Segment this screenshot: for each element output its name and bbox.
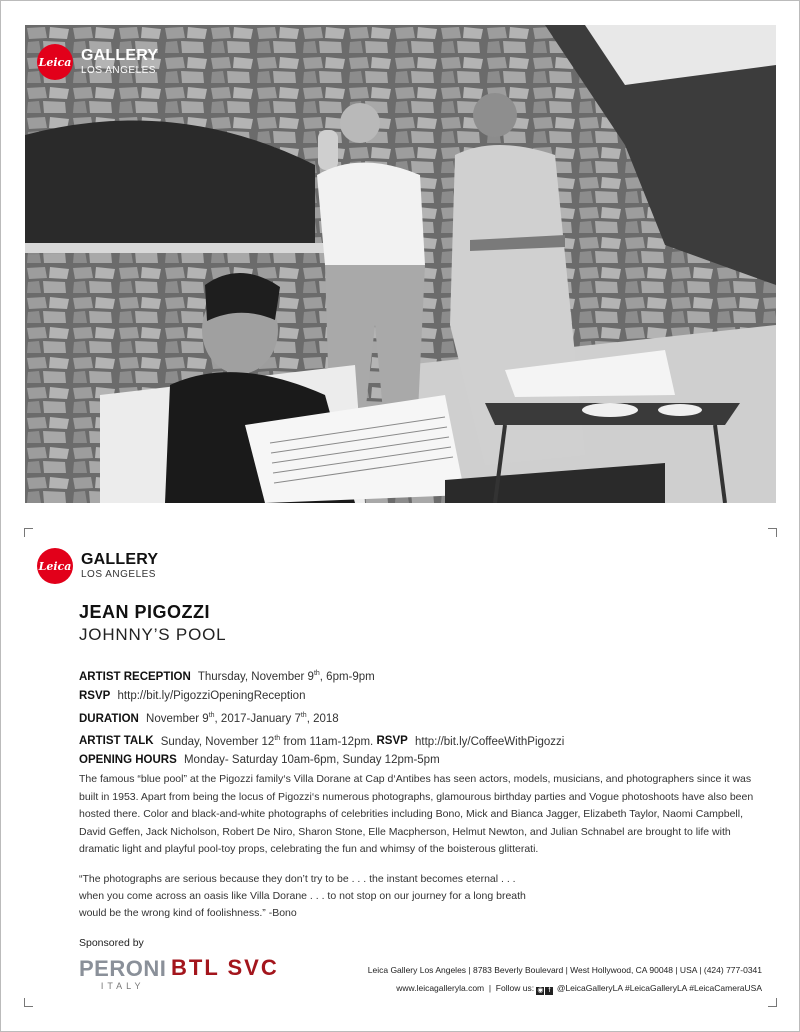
talk-rsvp-label: RSVP	[376, 735, 408, 748]
talk-date-sup: th	[274, 734, 281, 742]
hours-text: Monday- Saturday 10am-6pm, Sunday 12pm-5pm	[183, 754, 440, 767]
reception-time: , 6pm-9pm	[319, 670, 375, 683]
logo-location-text: LOS ANGELES	[81, 569, 156, 580]
rsvp-link[interactable]: http://bit.ly/PigozziOpeningReception	[117, 689, 306, 702]
leica-logo-icon: Leica	[37, 548, 73, 584]
rsvp-label: RSVP	[79, 689, 111, 702]
photo-gallery-logo	[37, 44, 158, 80]
peroni-wordmark: PERONI	[79, 956, 167, 981]
peroni-subtitle: ITALY	[100, 981, 145, 991]
facebook-icon[interactable]: f	[545, 987, 553, 995]
talk-label: ARTIST TALK	[79, 735, 154, 748]
duration-label: DURATION	[79, 712, 139, 725]
exhibition-title: JOHNNY’S POOL	[79, 625, 227, 644]
photo-illustration	[25, 25, 776, 503]
exhibition-details	[79, 664, 564, 770]
crop-mark-top-left	[24, 528, 33, 537]
exhibition-description: The famous “blue pool” at the Pigozzi family‘s Villa Dorane at Cap d‘Antibes has seen actors, models, musicians, and photographers since it was built in 1953. Apart from being the locus of Pigozzi‘s numerous photographs, glamourous birthday parties and Vogue photoshoots have also been hosted there. Color and black-and-white photographs of celebrities including Bono, Mick and Bianca Jagger, Elizabeth Taylor, Naomi Campbell, David Geffen, Jack Nicholson, Robert De Niro, Sharon Stone, Elle Macpherson, Helmut Newton, and Julian Schnabel are brought to life with dramatic light and playful pool-toy props, celebrating the fun and whimsy of the boisterous glitterati.	[79, 773, 754, 855]
talk-row	[79, 729, 564, 752]
talk-date: Sunday, November 12	[160, 735, 275, 748]
logo-location-text: LOS ANGELES	[81, 65, 156, 76]
website-link[interactable]: www.leicagalleryla.com	[396, 983, 485, 993]
talk-time: from 11am-12pm.	[280, 735, 374, 748]
duration-end: , 2017-January 7	[214, 712, 301, 725]
crop-mark-bottom-right	[768, 998, 777, 1007]
reception-label: ARTIST RECEPTION	[79, 670, 191, 683]
duration-year: , 2018	[306, 712, 339, 725]
duration-end-sup: th	[300, 711, 307, 719]
quote-line: when you come across an oasis like Villa Dorane . . . to not stop on our journey for a long breath	[79, 890, 526, 902]
logo-gallery-text: GALLERY	[81, 47, 159, 64]
reception-date-sup: th	[313, 670, 320, 677]
exhibition-photo	[25, 25, 776, 503]
btl-svc-logo: BTL SVC	[171, 955, 279, 980]
logo-gallery-text: GALLERY	[81, 551, 159, 568]
leica-logo-icon: Leica	[37, 44, 73, 80]
gallery-logo	[37, 548, 158, 584]
follow-label: Follow us:	[495, 983, 535, 993]
artist-name: JEAN PIGOZZI	[79, 602, 211, 622]
hours-row	[79, 751, 564, 770]
duration-start: November 9	[146, 712, 209, 725]
sponsored-by-label: Sponsored by	[79, 937, 144, 949]
reception-row	[79, 664, 564, 687]
hours-label: OPENING HOURS	[79, 754, 177, 767]
quote-line: “The photographs are serious because they don’t try to be . . . the instant becomes eternal . . .	[79, 873, 516, 885]
bono-quote	[79, 871, 759, 922]
instagram-icon[interactable]: ◉	[537, 987, 544, 994]
crop-mark-bottom-left	[24, 998, 33, 1007]
gallery-address: Leica Gallery Los Angeles | 8783 Beverly Boulevard | West Hollywood, CA 90048 | USA | (424) 777-0341	[367, 965, 762, 975]
crop-mark-top-right	[768, 528, 777, 537]
duration-row	[79, 706, 564, 729]
quote-line: would be the wrong kind of foolishness.” -Bono	[79, 907, 297, 919]
talk-rsvp-link[interactable]: http://bit.ly/CoffeeWithPigozzi	[415, 735, 565, 748]
social-links: www.leicagalleryla.com | Follow us: ◉ f @LeicaGalleryLA #LeicaGalleryLA #LeicaCameraUSA	[396, 983, 762, 994]
reception-date: Thursday, November 9	[197, 670, 314, 683]
rsvp-row	[79, 687, 564, 706]
duration-start-sup: th	[208, 711, 215, 719]
peroni-logo	[79, 956, 166, 991]
social-handles: @LeicaGalleryLA #LeicaGalleryLA #LeicaCameraUSA	[556, 983, 762, 993]
